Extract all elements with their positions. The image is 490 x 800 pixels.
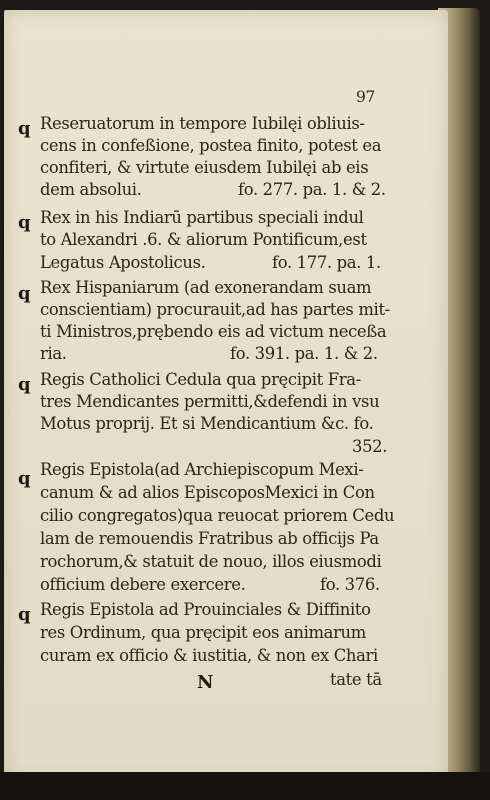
entry-marker-icon: q [18,212,31,233]
entry-1-line-3: confiteri, & virtute eiusdem Iubilęi ab eis [40,158,369,177]
entry-1-line-1: Reseruatorum in tempore Iubilęi obliuis- [40,114,365,133]
entry-marker-icon: q [18,283,31,304]
catchword: tate tā [330,670,382,689]
entry-marker-icon: q [18,604,31,625]
entry-2-line-1: Rex in his Indiarū partibus speciali indul [40,208,364,227]
entry-3-line-4: ria. [40,344,67,363]
entry-2-line-3: Legatus Apostolicus. [40,253,206,272]
entry-6-line-1: Regis Epistola ad Prouinciales & Diffinito [40,600,371,619]
entry-marker-icon: q [18,374,31,395]
entry-3-reference: fo. 391. pa. 1. & 2. [230,344,378,363]
entry-3-line-2: conscientiam) procurauit,ad has partes mit- [40,300,390,319]
entry-4-line-1: Regis Catholici Cedula qua pręcipit Fra- [40,370,361,389]
entry-4-line-3: Motus proprij. Et si Mendicantium &c. fo. [40,414,374,433]
entry-5-line-4: lam de remouendis Fratribus ab officijs Pa [40,529,379,548]
entry-2-line-2: to Alexandri .6. & aliorum Pontificum,est [40,230,367,249]
entry-5-line-3: cilio congregatos)qua reuocat priorem Cedu [40,506,395,525]
entry-1-reference: fo. 277. pa. 1. & 2. [238,180,386,199]
entry-marker-icon: q [18,118,31,139]
entry-5-reference: fo. 376. [320,575,380,594]
entry-marker-icon: q [18,468,31,489]
entry-4-reference: 352. [352,437,388,456]
entry-2-reference: fo. 177. pa. 1. [272,253,381,272]
signature-mark: N [197,672,214,693]
entry-3-line-1: Rex Hispaniarum (ad exonerandam suam [40,278,372,297]
entry-3-line-3: ti Ministros,prębendo eis ad victum neceßa [40,322,387,341]
entry-6-line-2: res Ordinum, qua pręcipit eos animarum [40,623,366,642]
entry-6-line-3: curam ex officio & iustitia, & non ex Chari [40,646,378,665]
entry-5-line-5: rochorum,& statuit de nouo, illos eiusmodi [40,552,382,571]
entry-5-line-6: officium debere exercere. [40,575,246,594]
page-number: 97 [356,88,376,106]
entry-1-line-2: cens in confeßione, postea finito, potest ea [40,136,382,155]
entry-5-line-2: canum & ad alios EpiscoposMexici in Con [40,483,375,502]
entry-1-line-4: dem absolui. [40,180,142,199]
entry-5-line-1: Regis Epistola(ad Archiepiscopum Mexi- [40,460,364,479]
entry-4-line-2: tres Mendicantes permitti,&defendi in vsu [40,392,380,411]
